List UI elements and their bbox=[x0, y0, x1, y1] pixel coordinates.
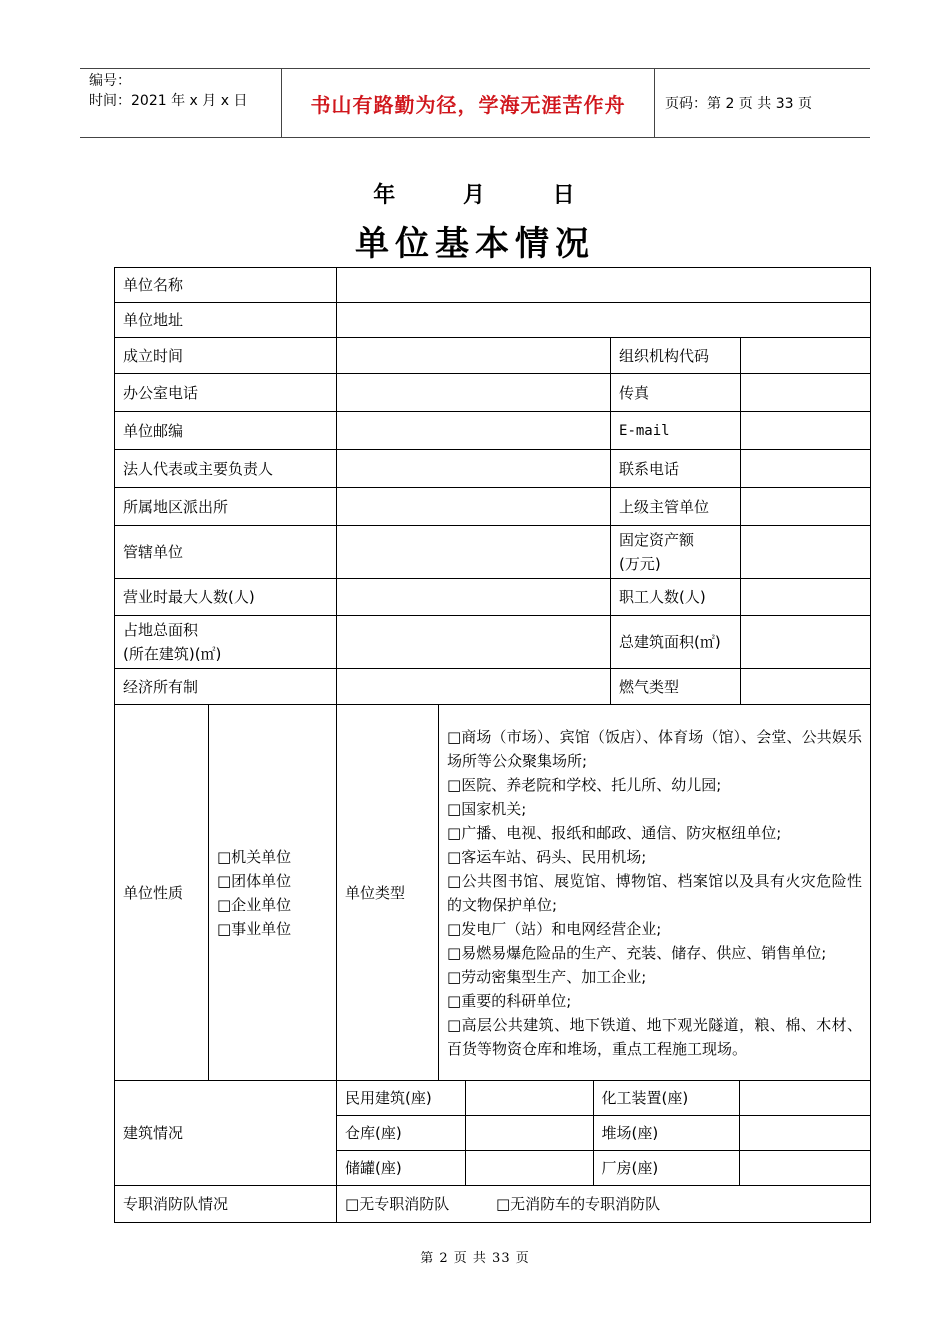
label-police-station: 所属地区派出所 bbox=[115, 488, 337, 526]
field-org-code[interactable] bbox=[741, 338, 871, 374]
type-option-public-gathering[interactable]: □商场（市场）、宾馆（饭店）、体育场（馆）、会堂、公共娱乐场所等公众聚集场所; bbox=[447, 727, 863, 770]
type-option-broadcast-telecom[interactable]: □广播、电视、报纸和邮政、通信、防灾枢纽单位; bbox=[447, 823, 782, 842]
field-superior-unit[interactable] bbox=[741, 488, 871, 526]
fire-brigade-options bbox=[337, 1186, 871, 1223]
label-legal-rep: 法人代表或主要负责人 bbox=[115, 450, 337, 488]
land-area-text: 占地总面积 bbox=[123, 621, 199, 639]
type-option-power[interactable]: □发电厂（站）和电网经营企业; bbox=[447, 919, 662, 938]
field-fax[interactable] bbox=[741, 374, 871, 412]
field-office-phone[interactable] bbox=[337, 374, 611, 412]
type-option-state-organ[interactable]: □国家机关; bbox=[447, 799, 527, 818]
number-label: 编号： bbox=[89, 73, 131, 89]
field-warehouse[interactable] bbox=[465, 1116, 593, 1151]
label-establish-time: 成立时间 bbox=[115, 338, 337, 374]
type-option-high-rise[interactable]: □高层公共建筑、地下铁道、地下观光隧道，粮、棉、木材、百货等物资仓库和堆场，重点工程施工现场。 bbox=[447, 1015, 863, 1058]
type-option-cultural[interactable]: □公共图书馆、展览馆、博物馆、档案馆以及具有火灾危险性的文物保护单位; bbox=[447, 871, 863, 914]
label-civil-building: 民用建筑(座) bbox=[337, 1081, 465, 1116]
nature-option-enterprise[interactable]: □企业单位 bbox=[217, 895, 292, 914]
label-max-people: 营业时最大人数(人) bbox=[115, 579, 337, 616]
label-org-code: 组织机构代码 bbox=[611, 338, 741, 374]
header-page-info: 页码：第 2 页 共 33 页 bbox=[665, 96, 812, 112]
label-contact-phone: 联系电话 bbox=[611, 450, 741, 488]
label-building-status: 建筑情况 bbox=[115, 1081, 337, 1186]
label-building-area: 总建筑面积(㎡) bbox=[611, 616, 741, 669]
field-establish-time[interactable] bbox=[337, 338, 611, 374]
field-yard[interactable] bbox=[739, 1116, 871, 1151]
unit-info-table bbox=[114, 267, 871, 1223]
label-unit-address: 单位地址 bbox=[115, 303, 337, 338]
field-ownership[interactable] bbox=[337, 669, 611, 705]
label-fire-brigade: 专职消防队情况 bbox=[115, 1186, 337, 1223]
label-storage-tank: 储罐(座) bbox=[337, 1151, 465, 1186]
nature-option-institution[interactable]: □事业单位 bbox=[217, 919, 292, 938]
label-unit-name: 单位名称 bbox=[115, 268, 337, 303]
field-unit-name[interactable] bbox=[337, 268, 871, 303]
land-area-unit: (所在建筑)(㎡) bbox=[123, 645, 222, 663]
field-legal-rep[interactable] bbox=[337, 450, 611, 488]
field-gas-type[interactable] bbox=[741, 669, 871, 705]
type-option-research[interactable]: □重要的科研单位; bbox=[447, 991, 572, 1010]
date-day: 日 bbox=[552, 182, 577, 208]
label-gas-type: 燃气类型 bbox=[611, 669, 741, 705]
label-yard: 堆场(座) bbox=[593, 1116, 739, 1151]
label-email: E-mail bbox=[611, 412, 741, 450]
label-office-phone: 办公室电话 bbox=[115, 374, 337, 412]
label-fax: 传真 bbox=[611, 374, 741, 412]
field-postcode[interactable] bbox=[337, 412, 611, 450]
page-title: 单位基本情况 bbox=[355, 224, 595, 264]
field-jurisdiction-unit[interactable] bbox=[337, 526, 611, 579]
field-police-station[interactable] bbox=[337, 488, 611, 526]
unit-nature-options bbox=[209, 705, 337, 1081]
label-chemical-device: 化工装置(座) bbox=[593, 1081, 739, 1116]
nature-option-government[interactable]: □机关单位 bbox=[217, 847, 292, 866]
label-fixed-assets bbox=[611, 526, 741, 579]
label-unit-type: 单位类型 bbox=[337, 705, 439, 1081]
type-option-hospital-school[interactable]: □医院、养老院和学校、托儿所、幼儿园; bbox=[447, 775, 722, 794]
field-fixed-assets[interactable] bbox=[741, 526, 871, 579]
building-status-grid bbox=[337, 1081, 871, 1186]
date-year: 年 bbox=[373, 182, 398, 208]
label-postcode: 单位邮编 bbox=[115, 412, 337, 450]
nature-option-group[interactable]: □团体单位 bbox=[217, 871, 292, 890]
header-meta bbox=[80, 69, 282, 137]
type-option-transport-hub[interactable]: □客运车站、码头、民用机场; bbox=[447, 847, 647, 866]
field-factory[interactable] bbox=[739, 1151, 871, 1186]
label-jurisdiction-unit: 管辖单位 bbox=[115, 526, 337, 579]
field-storage-tank[interactable] bbox=[465, 1151, 593, 1186]
field-chemical-device[interactable] bbox=[739, 1081, 871, 1116]
fixed-assets-unit: (万元) bbox=[619, 555, 661, 573]
type-option-labor-intensive[interactable]: □劳动密集型生产、加工企业; bbox=[447, 967, 647, 986]
field-email[interactable] bbox=[741, 412, 871, 450]
field-land-area[interactable] bbox=[337, 616, 611, 669]
field-max-people[interactable] bbox=[337, 579, 611, 616]
label-superior-unit: 上级主管单位 bbox=[611, 488, 741, 526]
label-factory: 厂房(座) bbox=[593, 1151, 739, 1186]
label-unit-nature: 单位性质 bbox=[115, 705, 209, 1081]
label-warehouse: 仓库(座) bbox=[337, 1116, 465, 1151]
field-civil-building[interactable] bbox=[465, 1081, 593, 1116]
field-unit-address[interactable] bbox=[337, 303, 871, 338]
fire-option-no-truck[interactable]: □无消防车的专职消防队 bbox=[495, 1195, 661, 1213]
building-subtable bbox=[337, 1081, 871, 1185]
time-label: 时间：2021 年 x 月 x 日 bbox=[89, 93, 248, 109]
header-motto: 书山有路勤为径，学海无涯苦作舟 bbox=[282, 69, 655, 137]
field-contact-phone[interactable] bbox=[741, 450, 871, 488]
label-land-area bbox=[115, 616, 337, 669]
fixed-assets-text: 固定资产额 bbox=[619, 531, 695, 549]
page-footer: 第 2 页 共 33 页 bbox=[420, 1251, 530, 1266]
unit-type-options bbox=[439, 705, 871, 1081]
field-building-area[interactable] bbox=[741, 616, 871, 669]
label-ownership: 经济所有制 bbox=[115, 669, 337, 705]
label-staff-count: 职工人数(人) bbox=[611, 579, 741, 616]
field-staff-count[interactable] bbox=[741, 579, 871, 616]
date-line bbox=[0, 178, 950, 209]
type-option-hazardous[interactable]: □易燃易爆危险品的生产、充装、储存、供应、销售单位; bbox=[447, 943, 827, 962]
fire-option-none[interactable]: □无专职消防队 bbox=[345, 1195, 450, 1213]
date-month: 月 bbox=[462, 182, 487, 208]
page-header bbox=[80, 68, 870, 138]
